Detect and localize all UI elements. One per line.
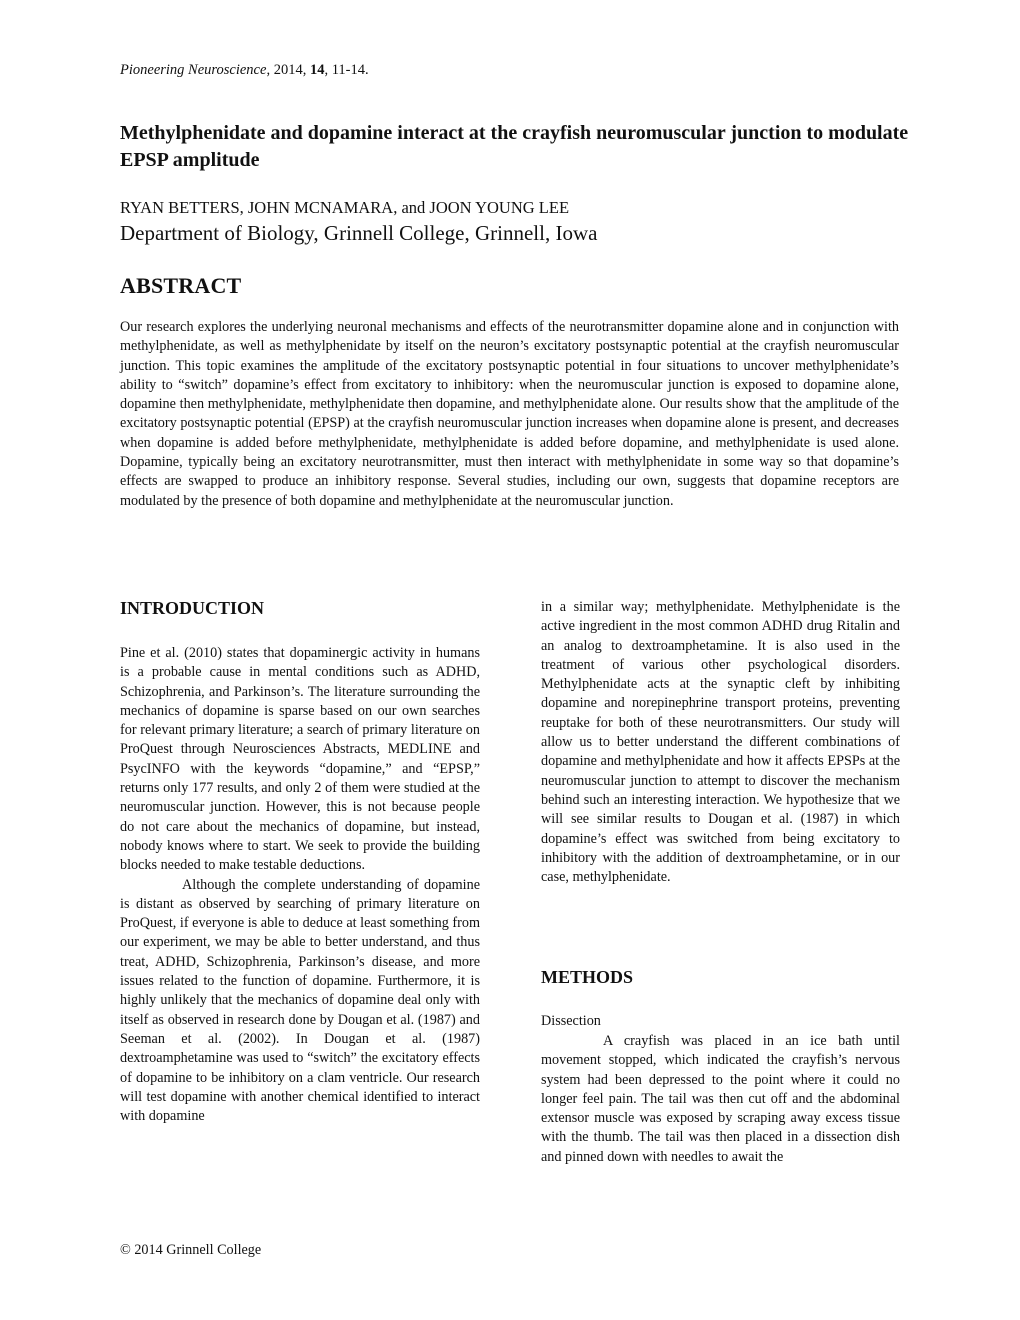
journal-citation [120,62,369,79]
affiliation: Department of Biology, Grinnell College, Grinnell, Iowa [120,221,598,245]
introduction-paragraph-2: Although the complete understanding of dopamine is distant as observed by searching of primary literature on ProQuest, if everyone is able to deduce at least something from our experiment, we may be able to better understand, and thus treat, ADHD, Schizophrenia, Parkinson’s disease, and more issues related to the function of dopamine. Furthermore, it is highly unlikely that the mechanics of dopamine deal only with itself as observed in research done by Dougan et al. (1987) and Seeman et al. (2002). In Dougan et al. (1987) dextroamphetamine was used to “switch” the excitatory effects of dopamine to be inhibitory on a clam ventricle. Our research will test dopamine with another chemical identified to interact with dopamine [120,876,480,1125]
citation-separator: , [266,62,274,78]
journal-year: 2014 [273,62,303,78]
introduction-paragraph-1: Pine et al. (2010) states that dopaminergic activity in humans is a probable cause in mental conditions such as ADHD, Schizophrenia, and Parkinson’s. The literature surrounding the mechanics of dopamine is sparse based on our own searches for relevant primary literature; a search of primary literature on ProQuest through Neurosciences Abstracts, MEDLINE and PsycINFO with the keywords “dopamine,” and “EPSP,” returns only 177 results, and only 2 of them were studied at the neuromuscular junction. However, this is not because people do not care about the mechanics of dopamine, but instead, nobody knows where to start. We seek to provide the building blocks needed to make testable deductions. [120,645,480,874]
journal-pages: 11-14. [331,62,369,78]
journal-name: Pioneering Neuroscience [120,62,267,78]
left-column [120,644,480,1126]
copyright-footer: © 2014 Grinnell College [120,1242,262,1258]
abstract-text: Our research explores the underlying neuronal mechanisms and effects of the neurotransmitter dopamine alone and in conjunction with methylphenidate, as well as methylphenidate by itself on the neuron’s excitatory postsynaptic potential at the crayfish neuromuscular junction. This topic examines the amplitude of the excitatory postsynaptic potential in four situations to uncover methylphenidate’s ability to “switch” dopamine’s effect from excitatory to inhibitory: when the neuromuscular junction is exposed to dopamine alone, dopamine then methylphenidate, methylphenidate then dopamine, and methylphenidate alone. Our results show that the amplitude of the excitatory postsynaptic potential (EPSP) at the crayfish neuromuscular junction increases when dopamine alone is present, and decreases when dopamine is added before methylphenidate, methylphenidate is added before dopamine, and methylphenidate is used alone. Dopamine, typically being an excitatory neurotransmitter, must then interact with methylphenidate in some way so that dopamine’s effects are swapped to produce an inhibitory response. Several studies, including our own, suggests that dopamine receptors are modulated by the presence of both dopamine and methylphenidate at the neuromuscular junction. [120,319,899,509]
paper-title: Methylphenidate and dopamine interact at the crayfish neuromuscular junction to modulate EPSP amplitude [120,122,909,171]
introduction-continued: in a similar way; methylphenidate. Methylphenidate is the active ingredient in the most common ADHD drug Ritalin and an analog to dextroamphetamine. It is also used in the treatment of various other psychological disorders. Methylphenidate acts at the synaptic cleft by inhibiting dopamine and norepinephrine transport proteins, preventing reuptake for both of these neurotransmitters. Our study will allow us to better understand the different combinations of dopamine and methylphenidate and how it affects EPSPs at the neuromuscular junction to attempt to discover the mechanism behind such an interesting interaction. We hypothesize that we will see similar results to Dougan et al. (1987) in which dopamine’s effect was switched from being excitatory to inhibitory with the addition of dextroamphetamine, or in our case, methylphenidate. [541,599,900,886]
dissection-subheading: Dissection [541,1013,601,1029]
methods-heading: METHODS [541,967,634,987]
abstract-heading: ABSTRACT [120,273,242,298]
journal-volume: 14 [309,62,325,78]
citation-separator: , [302,62,310,78]
introduction-heading: INTRODUCTION [120,598,265,618]
author-list: RYAN BETTERS, JOHN MCNAMARA, and JOON YOUNG LEE [120,198,570,217]
dissection-text: A crayfish was placed in an ice bath until movement stopped, which indicated the crayfish’s nervous system had been depressed to the point where it could no longer feel pain. The tail was then cut off and the abdominal extensor muscle was exposed by scraping away excess tissue with the thumb. The tail was then placed in a dissection dish and pinned down with needles to await the [541,1033,900,1165]
citation-separator: , [324,62,332,78]
